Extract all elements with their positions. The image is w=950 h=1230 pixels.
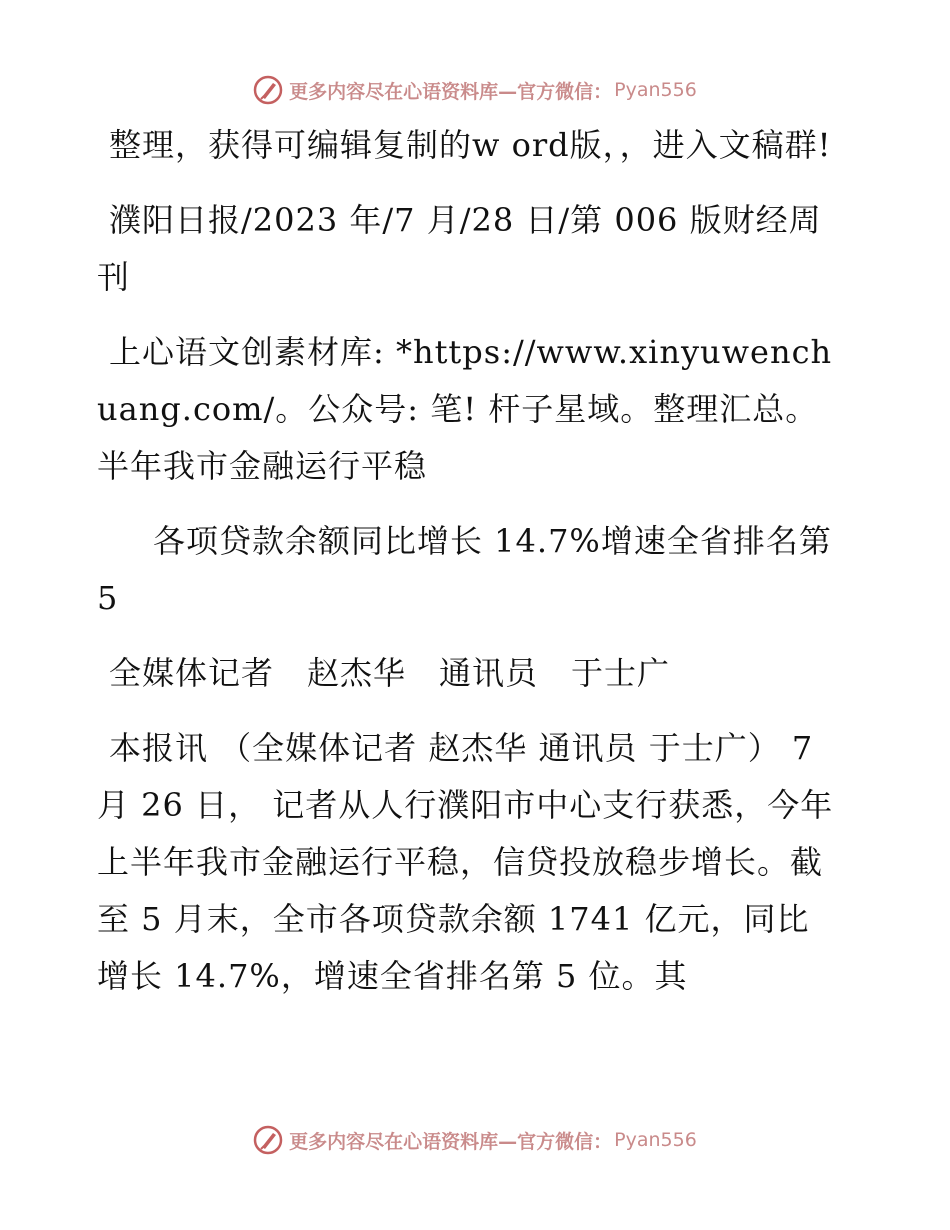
paragraph-byline: 全媒体记者 赵杰华 通讯员 于士广 [109,654,671,692]
watermark-wechat-id: Pyan556 [614,79,697,101]
paragraph-source: 濮阳日报/2023 年/7 月/28 日/第 006 版财经周刊 [97,201,822,296]
watermark-wechat-id: Pyan556 [614,1129,697,1151]
quill-pen-logo-icon [253,75,283,105]
paragraph-headline: 上心语文创素材库: *https://www.xinyuwenchuang.com/。公众号: 笔! 杆子星域。整理汇总。半年我市金融运行平稳 [97,333,833,485]
document-body [97,117,842,1023]
watermark-text: 更多内容尽在心语资料库—官方微信： [289,80,613,103]
quill-pen-logo-icon [253,1125,283,1155]
paragraph-subheadline: 各项贷款余额同比增长 14.7%增速全省排名第5 [97,522,832,617]
paragraph-body: 本报讯 （全媒体记者 赵杰华 通讯员 于士广） 7 月 26 日， 记者从人行濮阳市中心支行获悉，今年上半年我市金融运行平稳，信贷投放稳步增长。截至 5 月末，全市各项贷款余额 1741 亿元，同比增长 14.7%，增速全省排名第 5 位。其 [97,729,834,995]
watermark-text: 更多内容尽在心语资料库—官方微信： [289,1130,613,1153]
footer-watermark-banner [0,1120,950,1160]
header-watermark-banner [0,70,950,110]
paragraph-intro: 整理，获得可编辑复制的w ord版，，进入文稿群! [109,126,832,164]
